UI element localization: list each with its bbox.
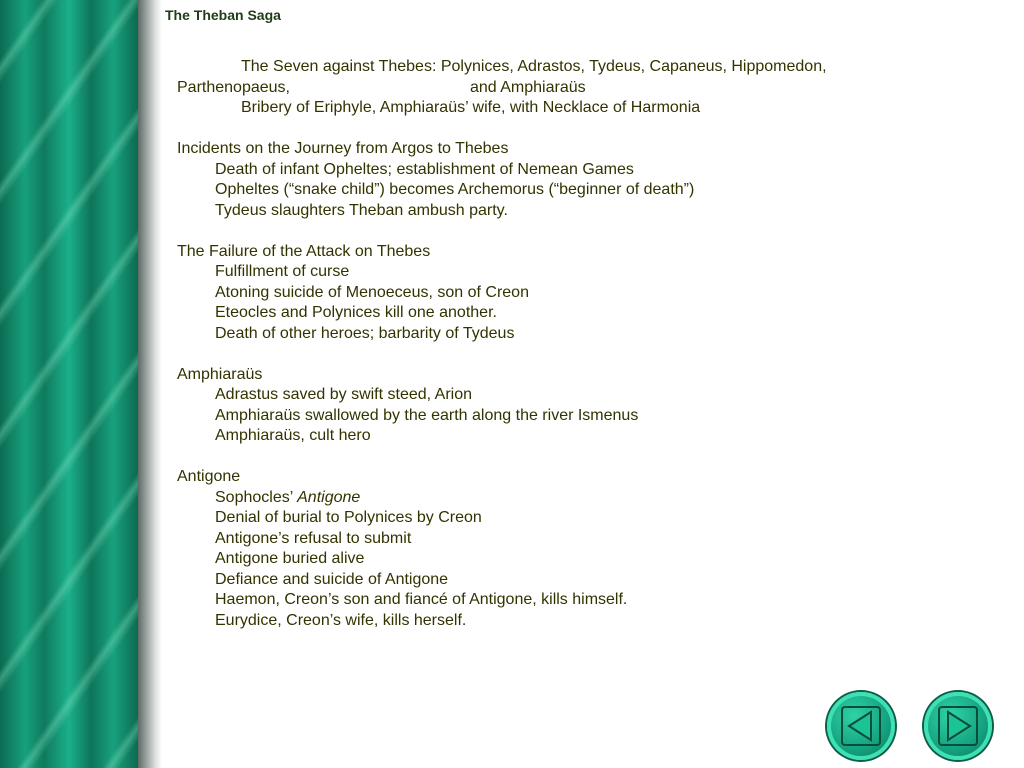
decorative-sidebar (0, 0, 138, 768)
list-item: Eteocles and Polynices kill one another. (215, 304, 497, 321)
section-heading: The Failure of the Attack on Thebes (177, 242, 431, 260)
intro-line-1: The Seven against Thebes: Polynices, Adrastos, Tydeus, Capaneus, Hippomedon, (241, 58, 827, 75)
list-item (177, 488, 997, 509)
list-item: Denial of burial to Polynices by Creon (215, 509, 482, 526)
triangle-left-icon (841, 706, 881, 746)
section-heading: Incidents on the Journey from Argos to Thebes (177, 140, 509, 157)
list-item: Death of other heroes; barbarity of Tydeus (215, 324, 515, 342)
section-heading: Antigone (177, 468, 241, 485)
list-item: Adrastus saved by swift steed, Arion (215, 386, 473, 403)
slide-content (177, 57, 997, 631)
slide-title: The Theban Saga (165, 7, 281, 23)
list-item: Eurydice, Creon’s wife, kills herself. (215, 611, 467, 629)
next-slide-button[interactable] (924, 692, 992, 760)
section-heading: Amphiaraüs (177, 365, 263, 383)
intro-line-2b: and Amphiaraüs (469, 78, 586, 96)
list-item: Defiance and suicide of Antigone (215, 570, 449, 588)
list-item: Fulfillment of curse (215, 263, 350, 280)
list-item: Atoning suicide of Menoeceus, son of Creon (215, 283, 529, 301)
list-item: Amphiaraüs, cult hero (215, 427, 371, 444)
list-item: Antigone’s refusal to submit (215, 529, 412, 547)
list-item: Antigone buried alive (215, 550, 365, 567)
intro-line-2 (177, 78, 997, 99)
list-item: Opheltes (“snake child”) becomes Archemorus (“beginner of death”) (215, 181, 695, 198)
sidebar-shadow (138, 0, 162, 768)
list-item: Death of infant Opheltes; establishment of Nemean Games (215, 160, 634, 178)
list-item: Tydeus slaughters Theban ambush party. (215, 201, 508, 219)
previous-slide-button[interactable] (827, 692, 895, 760)
item-prefix: Sophocles’ (215, 488, 298, 506)
intro-line-2a: Parthenopaeus, (177, 78, 290, 96)
intro-line-3: Bribery of Eriphyle, Amphiaraüs’ wife, with Necklace of Harmonia (241, 99, 701, 116)
list-item: Haemon, Creon’s son and fiancé of Antigone, kills himself. (215, 591, 628, 608)
play-title: Antigone (297, 488, 361, 506)
triangle-right-icon (938, 706, 978, 746)
list-item: Amphiaraüs swallowed by the earth along the river Ismenus (215, 406, 639, 424)
